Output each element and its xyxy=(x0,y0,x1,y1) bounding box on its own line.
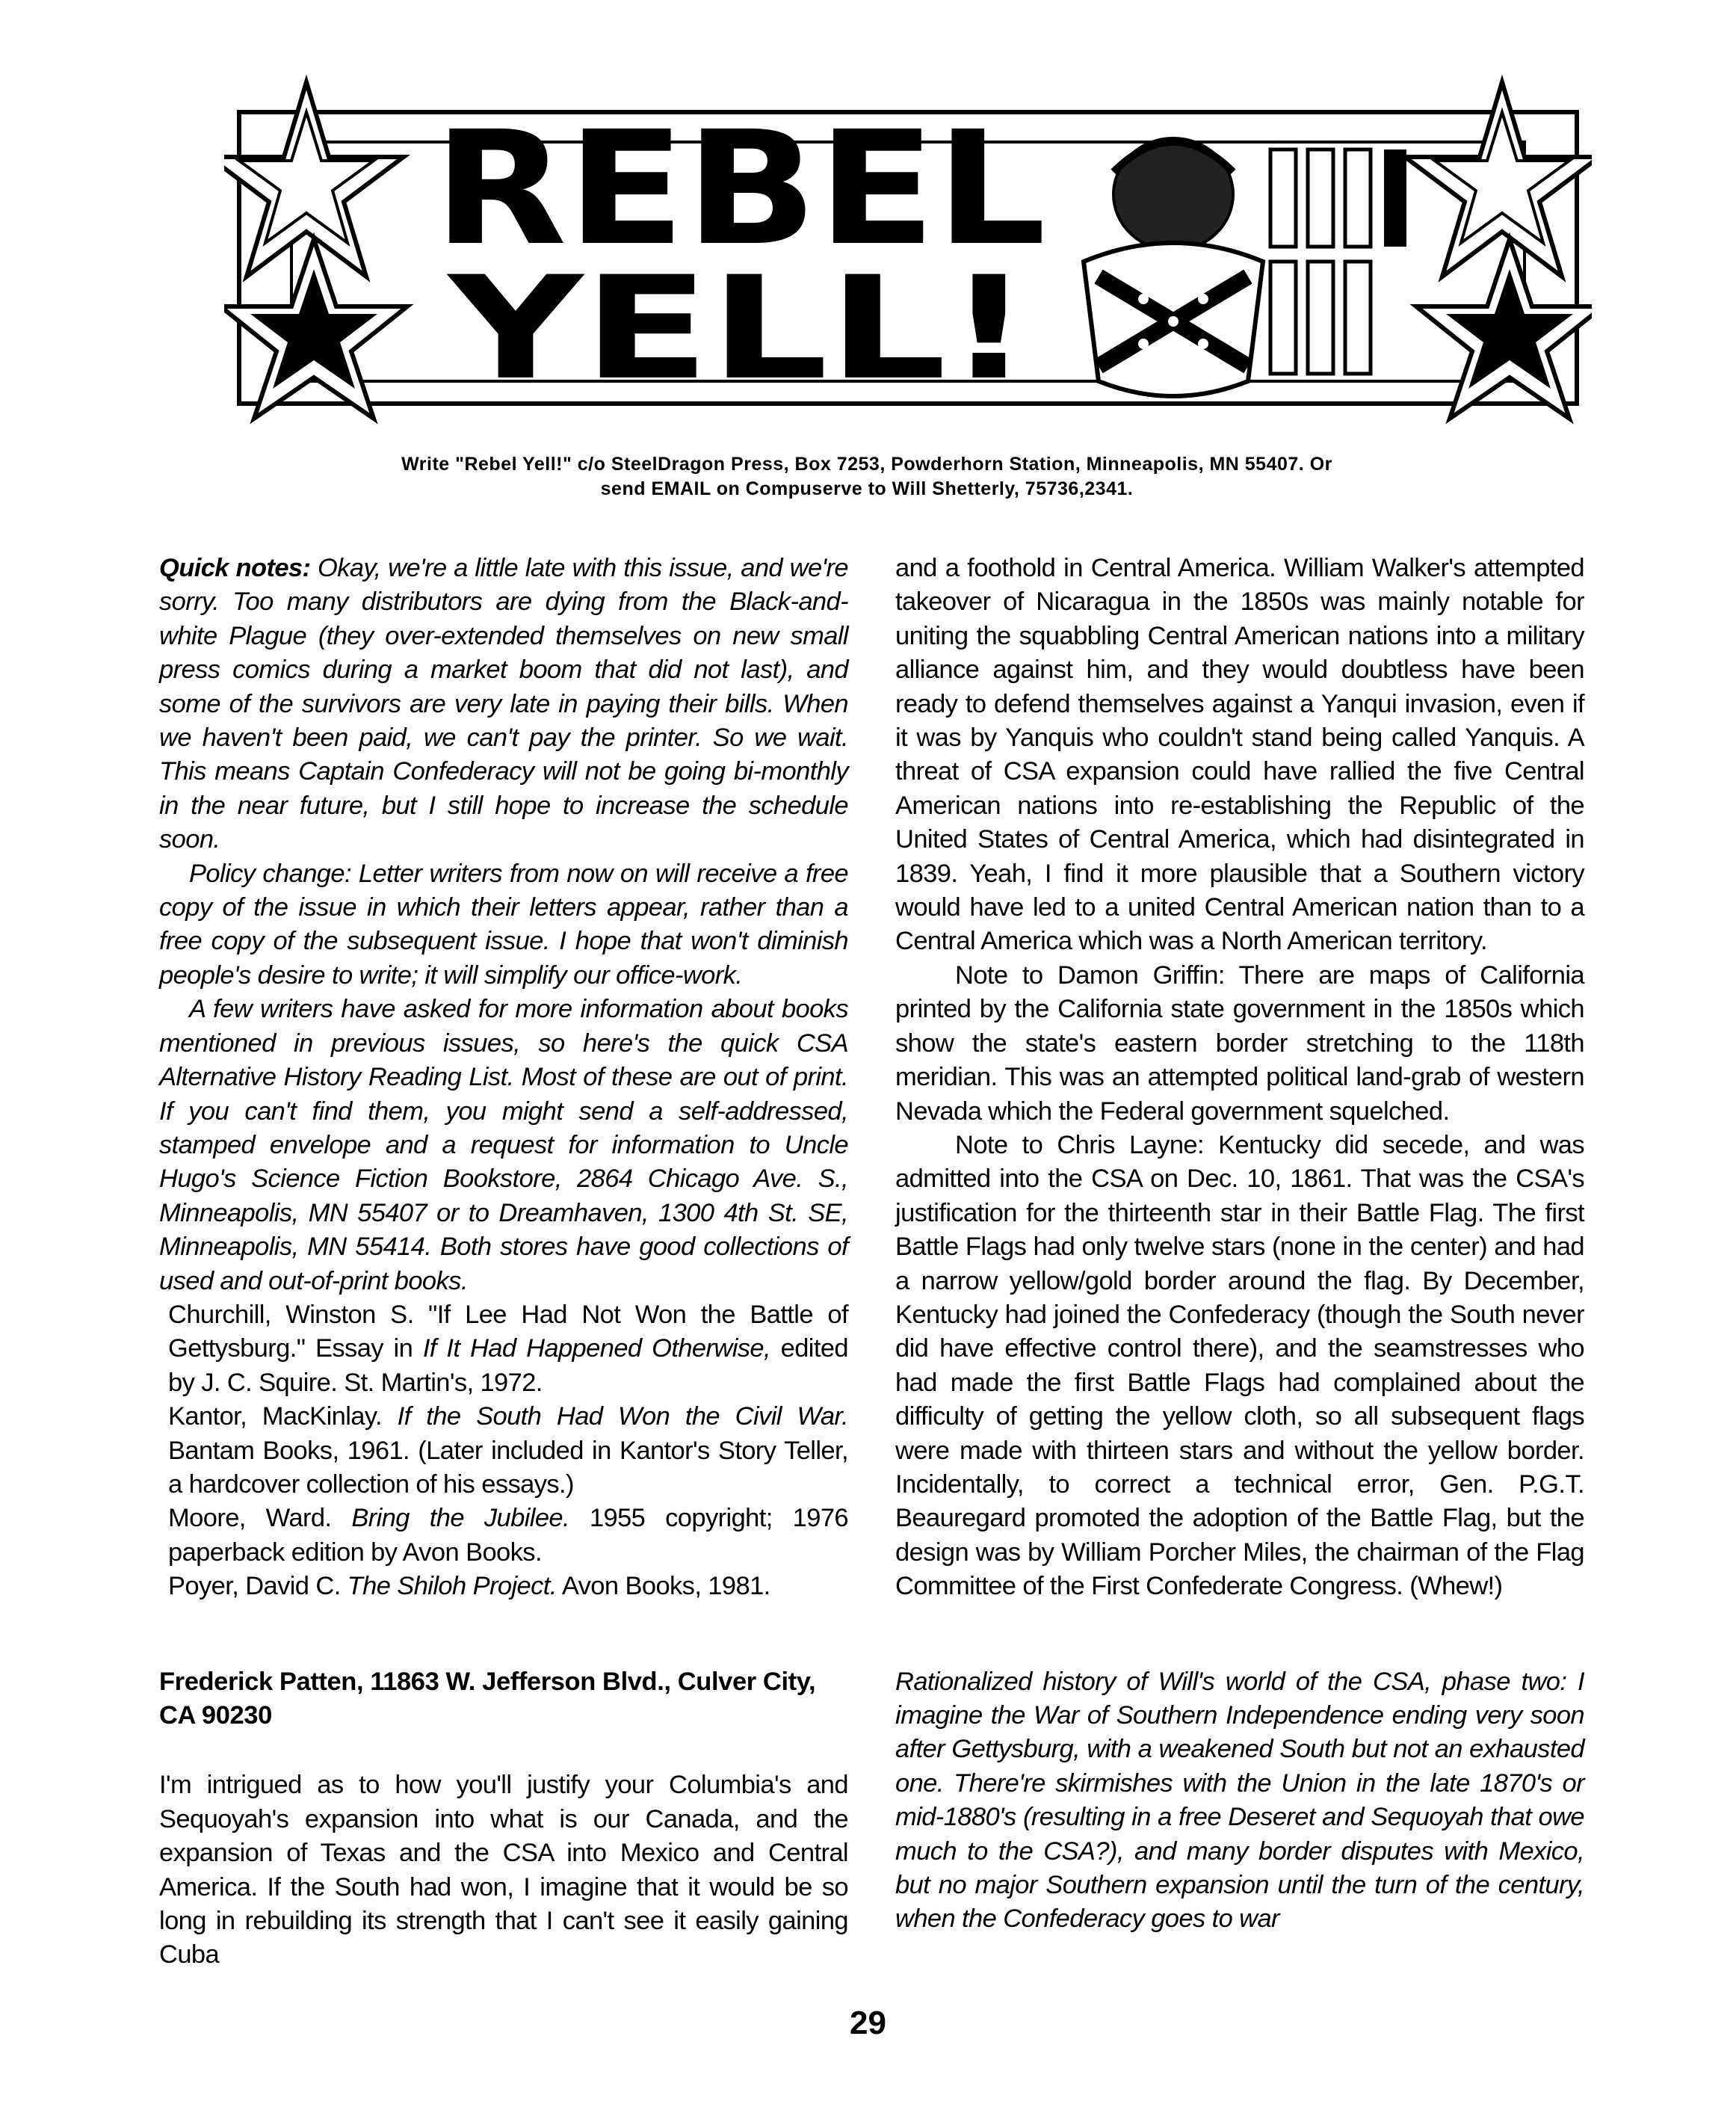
page-number: 29 xyxy=(850,2005,886,2041)
book-title: The Shiloh Project. xyxy=(347,1572,557,1601)
quick-notes-label: Quick notes: xyxy=(159,554,311,582)
star-icon xyxy=(1416,239,1592,419)
rebel-yell-banner xyxy=(224,67,1592,448)
book-entry xyxy=(159,1570,848,1603)
book-title: Bring the Jubilee. xyxy=(351,1504,569,1533)
note-to-damon-griffin: Note to Damon Griffin: There are maps of California printed by the California state government in the 1850s which show the state's eastern border stretching to the 118th meridian. This was an attempted political land-grab of western Nevada which the Federal government squelched. xyxy=(895,960,1584,1126)
book-entry xyxy=(159,1298,848,1400)
book-author: Churchill, Winston S. "If Lee Had Not Won the Battle of Gettysburg." Essay in xyxy=(168,1300,848,1363)
book-author: Moore, Ward. xyxy=(168,1504,352,1533)
captain-confederacy-figure xyxy=(1084,138,1263,396)
book-entry xyxy=(159,1502,848,1570)
letter-body-continued: and a foothold in Central America. William Walker's attempted takeover of Nicaragua in the 1850s was mainly notable for uniting the squabbling Central American nations into a military alliance against him, and they would doubtless have been ready to defend themselves against a Yanqui invasion, even if it was by Yanquis who couldn't stand being called Yanquis. A threat of CSA expansion could have rallied the five Central American nations into re-establishing the Republic of the United States of Central America, which had disintegrated in 1839. Yeah, I find it more plausible that a Southern victory would have led to a united Central American nation than to a Central America which was a North American territory. xyxy=(895,554,1584,956)
address-line-1: Write "Rebel Yell!" c/o SteelDragon Press, Box 7253, Powderhorn Station, Minneapolis, MN 55407. Or xyxy=(401,454,1332,475)
book-details: Avon Books, 1981. xyxy=(556,1572,770,1601)
letter-body: I'm intrigued as to how you'll justify your Columbia's and Sequoyah's expansion into what is our Canada, and the expansion of Texas and the CSA into Mexico and Central America. If the South had won, I imagine that it would be so long in rebuilding its strength that I can't see it easily gaining Cuba xyxy=(159,1771,848,1970)
quick-notes-text: Okay, we're a little late with this issue, and we're sorry. Too many distributors are dying from the Black-and-white Plague (they over-extended themselves on new small press comics during a market boom that did not last), and some of the survivors are very late in paying their bills. When we haven't been paid, we can't pay the printer. So we wait. This means Captain Confederacy will not be going bi-monthly in the near future, but I still hope to increase the schedule soon. xyxy=(159,554,849,854)
reading-list-intro: A few writers have asked for more information about books mentioned in previous issues, so here's the quick CSA Alternative History Reading List. Most of these are out of print. If you can't find them, you might send a self-addressed, stamped envelope and a request for information to Uncle Hugo's Science Fiction Bookstore, 2864 Chicago Ave. S., Minneapolis, MN 55407 or to Dreamhaven, 1300 4th St. SE, Minneapolis, MN 55414. Both stores have good collections of used and out-of-print books. xyxy=(159,995,848,1295)
note-to-chris-layne: Note to Chris Layne: Kentucky did secede, and was admitted into the CSA on Dec. 10, 1861. That was the CSA's justification for the thirteenth star in their Battle Flag. The first Battle Flags had only twelve stars (none in the center) and had a narrow yellow/gold border around the flag. By December, Kentucky had joined the Confederacy (though the South never did have effective control there), and the seamstresses who had made the first Battle Flags had complained about the difficulty of getting the yellow cloth, so all subsequent flags were made with thirteen stars and without the yellow border. Incidentally, to correct a technical error, Gen. P.G.T. Beauregard promoted the adoption of the Battle Flag, but the design was by William Porcher Miles, the chairman of the Flag Committee of the First Confederate Congress. (Whew!) xyxy=(895,1130,1584,1601)
book-title: If It Had Happened Otherwise, xyxy=(422,1334,770,1363)
banner-graphic xyxy=(224,67,1592,448)
right-column xyxy=(895,552,1584,1937)
logo-title-line1: REBEL xyxy=(433,97,1046,280)
book-author: Poyer, David C. xyxy=(168,1572,347,1601)
book-details: 1955 copyright; 1976 paperback edition by Avon Books. xyxy=(168,1504,848,1567)
book-entry xyxy=(159,1400,848,1502)
letter-sender-address: Frederick Patten, 11863 W. Jefferson Blvd., Culver City, CA 90230 xyxy=(159,1667,816,1730)
logo-title-line2: YELL! xyxy=(446,246,1031,411)
book-details: edited by J. C. Squire. St. Martin's, 1972. xyxy=(168,1334,849,1397)
policy-change-paragraph: Policy change: Letter writers from now on will receive a free copy of the issue in which their letters appear, rather than a free copy of the subsequent issue. I hope that won't diminish people's desire to write; it will simplify our office-work. xyxy=(159,859,848,990)
rationalized-history-paragraph: Rationalized history of Will's world of the CSA, phase two: I imagine the War of Southern Independence ending very soon after Gettysburg, with a weakened South but not an exhausted one. There're skirmishes with the Union in the late 1870's or mid-1880's (resulting in a free Deseret and Sequoyah that owe much to the CSA?), and many border disputes with Mexico, but no major Southern expansion until the turn of the century, when the Confederacy goes to war xyxy=(895,1667,1584,1934)
book-details: Bantam Books, 1961. (Later included in Kantor's Story Teller, a hardcover collection of his essays.) xyxy=(168,1436,848,1499)
book-author: Kantor, MacKinlay. xyxy=(168,1402,398,1431)
left-column xyxy=(159,552,848,1972)
book-title: If the South Had Won the Civil War. xyxy=(397,1402,849,1431)
address-line-2: send EMAIL on Compuserve to Will Shetterly, 75736,2341. xyxy=(600,478,1134,499)
quick-notes-paragraph xyxy=(159,552,848,857)
mailing-address xyxy=(254,452,1480,502)
